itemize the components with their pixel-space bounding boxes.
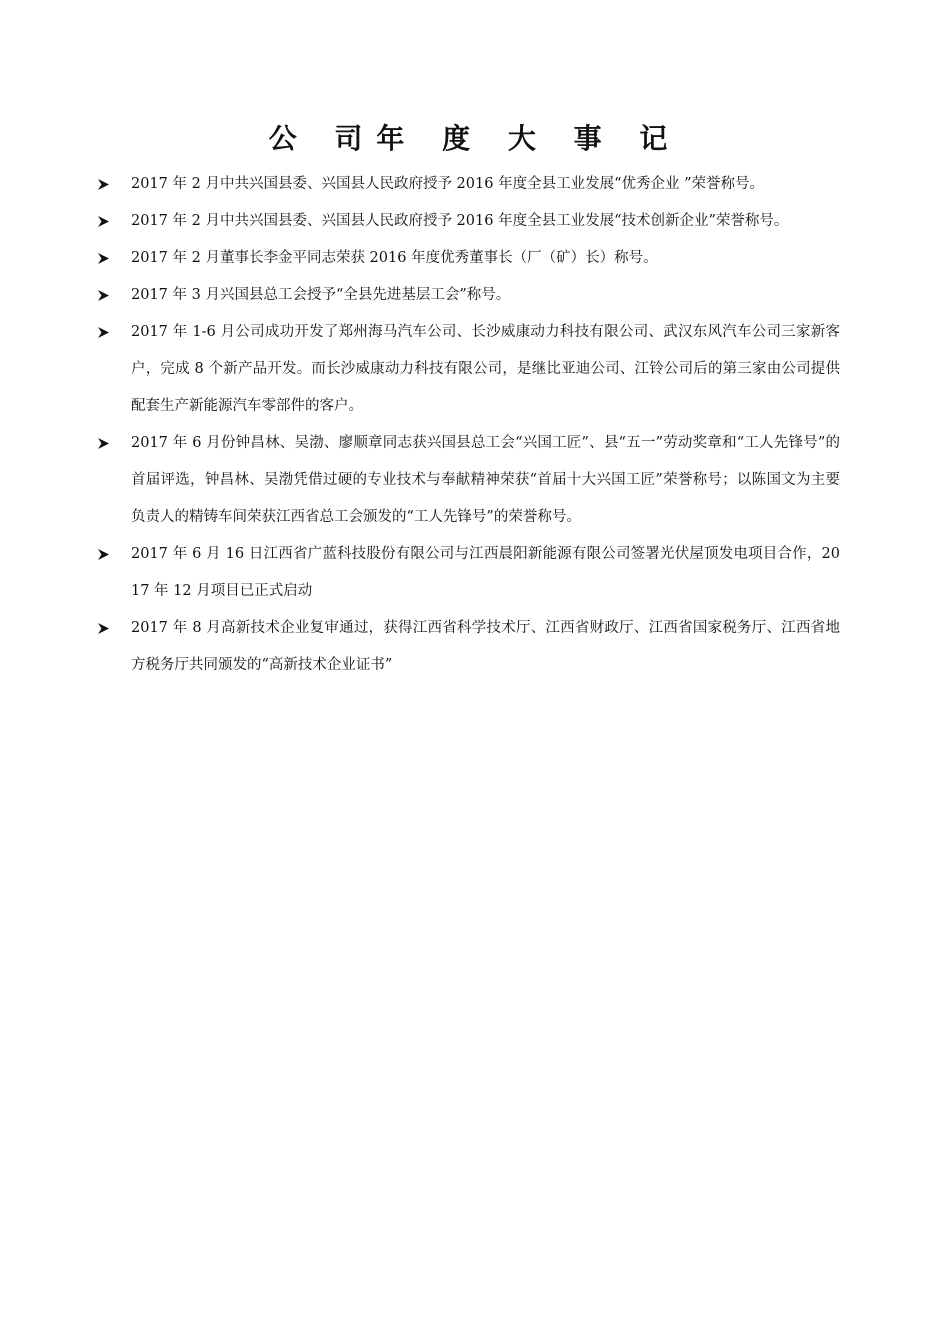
arrowhead-bullet-icon: [96, 314, 110, 351]
list-item: [96, 425, 840, 536]
document-title: 公 司年 度 大 事 记: [268, 122, 682, 155]
list-item-text: 2017 年 1-6 月公司成功开发了郑州海马汽车公司、长沙威康动力科技有限公司、武汉东风汽车公司三家新客户，完成 8 个新产品开发。而长沙威康动力科技有限公司，是继比亚迪公司、江铃公司后的第三家由公司提供配套生产新能源汽车零部件的客户。: [131, 324, 840, 414]
arrowhead-bullet-icon: [96, 203, 110, 240]
list-item-text: 2017 年 3 月兴国县总工会授予“全县先进基层工会”称号。: [131, 287, 511, 303]
arrowhead-bullet-icon: [96, 536, 110, 573]
arrowhead-bullet-icon: [96, 610, 110, 647]
list-item: [96, 610, 840, 684]
list-item: [96, 277, 840, 314]
list-item: [96, 240, 840, 277]
arrowhead-bullet-icon: [96, 240, 110, 277]
list-item-text: 2017 年 8 月高新技术企业复审通过，获得江西省科学技术厅、江西省财政厅、江西省国家税务厅、江西省地方税务厅共同颁发的“高新技术企业证书”: [131, 620, 840, 673]
list-item-text: 2017 年 6 月 16 日江西省广蓝科技股份有限公司与江西晨阳新能源有限公司签署光伏屋顶发电项目合作，2017 年 12 月项目已正式启动: [131, 546, 840, 599]
list-item-text: 2017 年 2 月中共兴国县委、兴国县人民政府授予 2016 年度全县工业发展“技术创新企业”荣誉称号。: [131, 213, 789, 229]
arrowhead-bullet-icon: [96, 166, 110, 203]
list-item: [96, 203, 840, 240]
event-list: [96, 166, 840, 684]
list-item-text: 2017 年 6 月份钟昌林、吴渤、廖顺章同志获兴国县总工会“兴国工匠”、县“五一”劳动奖章和“工人先锋号”的首届评选，钟昌林、吴渤凭借过硬的专业技术与奉献精神荣获“首届十大兴国工匠”荣誉称号；以陈国文为主要负责人的精铸车间荣获江西省总工会颁发的“工人先锋号”的荣誉称号。: [131, 435, 840, 525]
list-item-text: 2017 年 2 月董事长李金平同志荣获 2016 年度优秀董事长（厂（矿）长）称号。: [131, 250, 658, 266]
list-item: [96, 166, 840, 203]
list-item-text: 2017 年 2 月中共兴国县委、兴国县人民政府授予 2016 年度全县工业发展“优秀企业 ”荣誉称号。: [131, 176, 765, 192]
list-item: [96, 314, 840, 425]
arrowhead-bullet-icon: [96, 425, 110, 462]
list-item: [96, 536, 840, 610]
arrowhead-bullet-icon: [96, 277, 110, 314]
